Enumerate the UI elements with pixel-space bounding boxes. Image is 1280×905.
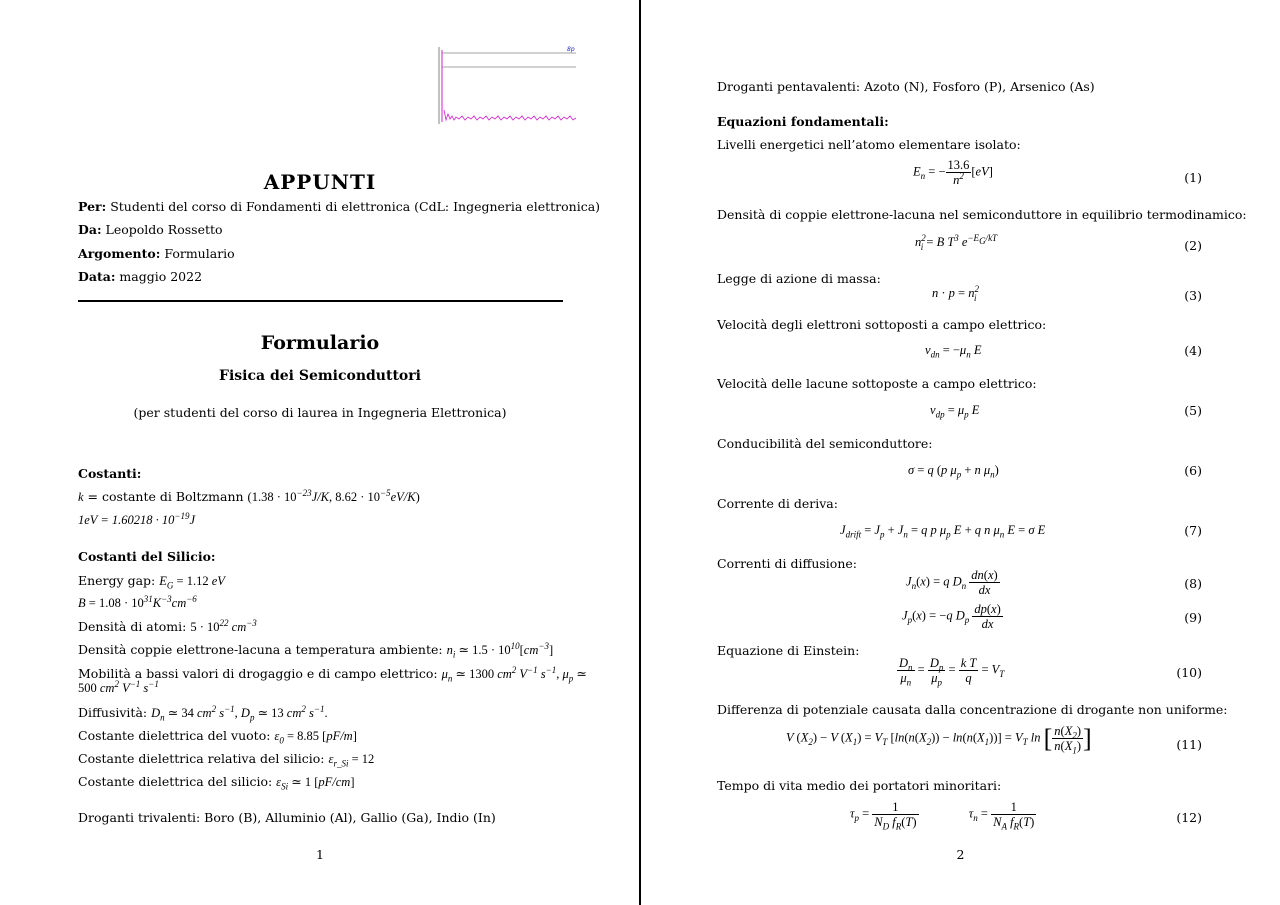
logo-chart-label: 8p <box>567 46 575 53</box>
diel-rel-label: Costante dielettrica relativa del silicio: <box>78 751 325 766</box>
eq-number-5: (5) <box>1184 403 1202 418</box>
section-label-6: Conducibilità del semiconduttore: <box>717 436 933 451</box>
ev-eq: 1eV = 1.60218 · 10 <box>78 513 175 527</box>
appunti-title: APPUNTI <box>263 170 377 194</box>
diel-rel-formula: $\varepsilon_{r\_Si} = 12$ <box>328 752 375 769</box>
equation-4: $v_{dn} = -\mu_n$ E <box>925 343 982 360</box>
diel-rel-line <box>78 751 374 767</box>
section-label-5: Velocità delle lacune sottoposte a campo elettrico: <box>717 376 1037 391</box>
eq-number-1: (1) <box>1184 170 1202 185</box>
data-value: maggio 2022 <box>119 269 203 284</box>
diel-vuoto-line <box>78 728 357 744</box>
densita-atomi-formula: $5 \cdot 10^{22}$ $cm^{-3}$ <box>190 617 257 634</box>
ev-exp: −19 <box>174 510 190 521</box>
document-page-2 <box>641 0 1280 905</box>
silicio-heading: Costanti del Silicio: <box>78 549 216 564</box>
diel-si-label: Costante dielettrica del silicio: <box>78 774 273 789</box>
diel-si-formula: $\varepsilon_{Si}$ ≃ 1 [pF/cm] <box>276 775 355 792</box>
eq-number-2: (2) <box>1184 238 1202 253</box>
diel-vuoto-label: Costante dielettrica del vuoto: <box>78 728 271 743</box>
da-line <box>78 222 223 237</box>
equation-7: $J_{drift} = J_p + J_n = q$ p $\mu_p$ E + q n $\mu_n$ E = σ E <box>840 523 1046 540</box>
eq-number-4: (4) <box>1184 343 1202 358</box>
mobilita-label: Mobilità a bassi valori di drogaggio e di campo elettrico: <box>78 666 438 681</box>
eq-number-6: (6) <box>1184 463 1202 478</box>
eq-number-3: (3) <box>1184 288 1202 303</box>
argomento-label: Argomento: <box>78 246 161 261</box>
eq-number-11: (11) <box>1176 737 1202 752</box>
per-label: Per: <box>78 199 107 214</box>
energy-gap-line <box>78 573 225 589</box>
costanti-heading: Costanti: <box>78 466 142 481</box>
eq10-fraction-a: $\frac{D_n}{\mu_n}$ <box>899 656 913 688</box>
da-label: Da: <box>78 222 102 237</box>
diffusivita-label: Diffusività: <box>78 705 148 720</box>
equation-6: σ = q (p $\mu_p + n$ $\mu_n$) <box>908 463 999 480</box>
doc-title: Formulario <box>260 332 380 354</box>
equazioni-heading: Equazioni fondamentali: <box>717 114 889 129</box>
boltzmann-line <box>78 489 420 505</box>
eq-number-7: (7) <box>1184 523 1202 538</box>
logo-chart <box>434 44 580 126</box>
equation-10: $\frac{D_n}{\mu_n}$ = $\frac{D_p}{\mu_p}$ = $\frac{\text{k T}}{q}$ = $V_T$ <box>899 656 1005 688</box>
equation-8: $J_n(x) = q$ $D_n$ $\frac{dn(x)}{dx}$ <box>906 568 998 597</box>
eq8-fraction: $\frac{dn(x)}{dx}$ <box>971 568 998 597</box>
section-label-8: Correnti di diffusione: <box>717 556 857 571</box>
equation-9: $J_p(x) = -q$ $D_p$ $\frac{dp(x)}{dx}$ <box>902 602 1001 631</box>
eq10-fraction-c: $\frac{\text{k T}}{q}$ <box>960 656 977 685</box>
section-label-11: Differenza di potenziale causata dalla concentrazione di drogante non uniforme: <box>717 702 1228 717</box>
equation-11: V $(X_2) - V$ $(X_1) = V_T$ $[\ln(n(X_2)) - \ln(n(X_1))] = V_T$ ln [ $\frac{n(X_2)}{n(X_1)}$ ] <box>786 724 1092 756</box>
equation-2: $n^2_i = B$ $T^3$ $e^{-E_G/kT}$ <box>915 232 998 252</box>
equation-5: $v_{dp} = \mu_p$ E <box>930 403 980 420</box>
diffusivita-line <box>78 705 328 721</box>
mobilita-formula-b: 500 $cm^2$ $V^{-1}$ $s^{-1}$ <box>78 678 159 695</box>
doc-note: (per studenti del corso di laurea in Ingegneria Elettronica) <box>133 405 507 420</box>
coppie-label: Densità coppie elettrone-lacuna a temperatura ambiente: <box>78 642 443 657</box>
eq-number-9: (9) <box>1184 610 1202 625</box>
densita-atomi-label: Densità di atomi: <box>78 619 187 634</box>
k-symbol: k <box>78 490 84 504</box>
eq1-fraction: $\frac{13.6}{n^2}$ <box>947 158 970 187</box>
eq12-fraction-b: $\frac{1}{N_A f_R(T)}$ <box>993 800 1035 832</box>
boltzmann-values: ($1.38 \cdot 10^{-23}J/K$, $8.62 \cdot 10^{-5}eV/K$) <box>247 487 420 504</box>
coppie-formula: $n_i$ ≃ $1.5 \cdot 10^{10}[cm^{-3}]$ <box>446 640 554 660</box>
argomento-line <box>78 246 235 261</box>
densita-atomi-line <box>78 619 257 635</box>
section-label-1: Livelli energetici nell’atomo elementare isolato: <box>717 137 1021 152</box>
eq-number-12: (12) <box>1176 810 1202 825</box>
per-value: Studenti del corso di Fondamenti di elettronica (CdL: Ingegneria elettronica) <box>110 199 601 214</box>
mobilita-formula-a: $\mu_n$ ≃ 1300 $cm^2$ $V^{-1}$ $s^{-1}$, $\mu_p$ ≃ <box>441 664 587 684</box>
data-label: Data: <box>78 269 116 284</box>
section-label-7: Corrente di deriva: <box>717 496 838 511</box>
da-value: Leopoldo Rossetto <box>105 222 223 237</box>
eq9-fraction: $\frac{dp(x)}{dx}$ <box>974 602 1001 631</box>
eq11-fraction: $\frac{n(X_2)}{n(X_1)}$ <box>1054 724 1082 756</box>
data-line <box>78 269 202 284</box>
page-number-2: 2 <box>956 847 965 862</box>
diel-vuoto-formula: $\varepsilon_0 = 8.85$ [pF/m] <box>274 729 357 746</box>
ev-line <box>78 510 196 528</box>
equation-12: $\tau_p$ = $\frac{1}{N_D f_R(T)}$ $\tau_n$ = $\frac{1}{N_A f_R(T)}$ <box>850 800 1035 832</box>
droganti-trivalenti: Droganti trivalenti: Boro (B), Alluminio (Al), Gallio (Ga), Indio (In) <box>78 810 496 825</box>
droganti-pentavalenti: Droganti pentavalenti: Azoto (N), Fosforo (P), Arsenico (As) <box>717 79 1095 94</box>
equation-1: $E_n$ = − $\frac{13.6}{n^2}$ [eV] <box>913 158 993 187</box>
section-label-12: Tempo di vita medio dei portatori minoritari: <box>717 778 1002 793</box>
b-constant-line: $B = 1.08 \cdot 10^{31}K^{-3}cm^{-6}$ <box>78 593 197 610</box>
per-line <box>78 199 600 214</box>
eq-number-10: (10) <box>1176 665 1202 680</box>
energy-gap-formula: $E_G = 1.12$ eV <box>159 574 225 591</box>
header-rule <box>78 300 563 302</box>
energy-gap-label: Energy gap: <box>78 573 156 588</box>
eq12-fraction-a: $\frac{1}{N_D f_R(T)}$ <box>874 800 917 832</box>
coppie-line <box>78 642 553 658</box>
logo-chart-series <box>444 110 576 120</box>
eq10-fraction-b: $\frac{D_p}{\mu_p}$ <box>929 656 944 688</box>
doc-subtitle: Fisica dei Semiconduttori <box>219 368 421 384</box>
section-label-10: Equazione di Einstein: <box>717 643 860 658</box>
argomento-value: Formulario <box>164 246 235 261</box>
section-label-2: Densità di coppie elettrone-lacuna nel semiconduttore in equilibrio termodinamico: <box>717 207 1247 222</box>
equation-3: $n \cdot p = n^2_i$ <box>932 283 979 303</box>
diffusivita-formula: $D_n$ ≃ 34 $cm^2$ $s^{-1}$, $D_p$ ≃ 13 $cm^2$ $s^{-1}$. <box>151 703 328 723</box>
page-number-1: 1 <box>316 847 324 862</box>
eq-number-8: (8) <box>1184 576 1202 591</box>
boltzmann-text: = costante di Boltzmann <box>87 489 244 504</box>
diel-si-line <box>78 774 355 790</box>
ev-unit: J <box>189 513 196 527</box>
section-label-3: Legge di azione di massa: <box>717 271 881 286</box>
section-label-4: Velocità degli elettroni sottoposti a campo elettrico: <box>717 317 1047 332</box>
